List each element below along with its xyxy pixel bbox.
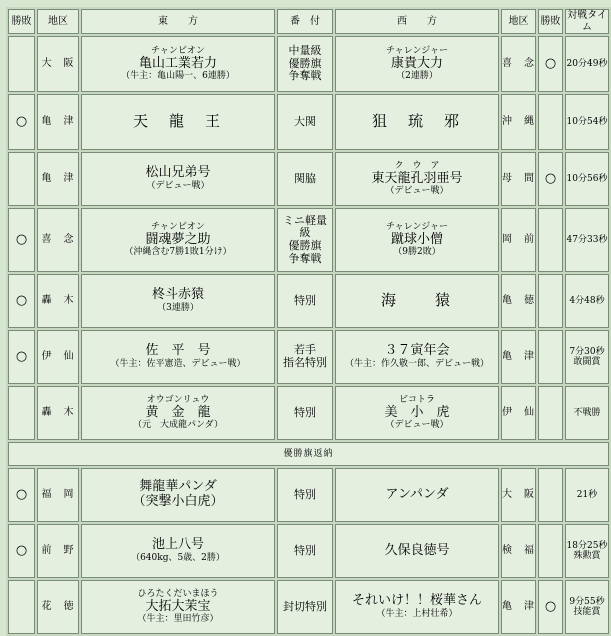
east-note: （元 大成龍パンダ）: [133, 420, 223, 431]
west-result: [538, 208, 563, 272]
west-wrestler: [335, 152, 499, 206]
table-row: [8, 152, 609, 206]
east-note: （3連勝）: [157, 303, 199, 314]
east-result: [8, 386, 35, 440]
east-result: ○: [8, 330, 35, 384]
west-wrestler: [335, 524, 499, 578]
east-area: 轟 木: [37, 386, 79, 440]
bout-rows: [8, 36, 609, 634]
west-result: [538, 468, 563, 522]
bout-time: 10分54秒: [565, 94, 609, 150]
east-note: （牛主：佐平憲造、デビュー戦）: [110, 359, 246, 370]
east-result: [8, 580, 35, 634]
west-wrestler: [335, 386, 499, 440]
east-result: [8, 152, 35, 206]
rank: 特別: [277, 386, 333, 440]
bout-time: 4分48秒: [565, 274, 609, 328]
west-ruby: ク ウ ア: [394, 161, 440, 172]
west-wrestler: [335, 580, 499, 634]
west-note: （9勝2敗）: [393, 247, 441, 258]
east-name: 大拓大茉宝: [145, 598, 211, 614]
east-wrestler: [81, 524, 275, 578]
east-wrestler: [81, 330, 275, 384]
rank: 中量級 優勝旗 争奪戦: [277, 36, 333, 92]
west-name: 久保良徳号: [384, 542, 450, 558]
east-wrestler: [81, 468, 275, 522]
column-header: 地区: [37, 9, 79, 34]
west-name: それいけ！！桜華さん: [351, 593, 482, 609]
east-result: ○: [8, 274, 35, 328]
bout-time: 7分30秒 敢闘賞: [565, 330, 609, 384]
table-row: [8, 442, 609, 466]
east-wrestler: [81, 274, 275, 328]
west-result: [538, 524, 563, 578]
bout-time: 21秒: [565, 468, 609, 522]
section-band-label: 優勝旗返納: [283, 448, 334, 459]
bout-time: 10分56秒: [565, 152, 609, 206]
west-ruby: チャレンジャー: [385, 222, 449, 233]
table-row: [8, 580, 609, 634]
column-header: 番 付: [277, 9, 333, 34]
east-area: 前 野: [37, 524, 79, 578]
column-header: 勝敗: [538, 9, 563, 34]
east-result: ○: [8, 524, 35, 578]
east-note: （沖縄含む7勝1敗1分け）: [124, 247, 232, 258]
west-result: ○: [538, 580, 563, 634]
west-area: 亀 徳: [501, 274, 536, 328]
west-area: 亀 津: [501, 330, 536, 384]
column-header: 地区: [501, 9, 536, 34]
west-ruby: チャレンジャー: [385, 46, 449, 57]
east-note: （640kg、5歳、2勝）: [131, 553, 225, 564]
bout-table: [6, 7, 611, 636]
table-row: [8, 524, 609, 578]
east-ruby: チャンピオン: [151, 222, 205, 233]
table-row: [8, 386, 609, 440]
header-row: [8, 9, 609, 34]
bout-time: 18分25秒 殊勲賞: [565, 524, 609, 578]
east-ruby: オウゴンリュウ: [146, 395, 210, 406]
east-area: 伊 仙: [37, 330, 79, 384]
east-note: （牛主：亀山陽一、6連勝）: [121, 71, 235, 82]
east-name: 舞龍華パンダ （突撃小白虎）: [132, 479, 224, 509]
rank: 特別: [277, 274, 333, 328]
west-note: （デビュー戦）: [385, 420, 449, 431]
east-area: 亀 津: [37, 152, 79, 206]
table-row: [8, 36, 609, 92]
west-wrestler: [335, 468, 499, 522]
west-name: 海 猿: [380, 291, 453, 310]
east-result: [8, 36, 35, 92]
east-wrestler: [81, 152, 275, 206]
west-result: [538, 274, 563, 328]
bout-time: 不戦勝: [565, 386, 609, 440]
west-result: ○: [538, 152, 563, 206]
east-note: （牛主：里田竹彦）: [137, 614, 219, 625]
table-row: [8, 330, 609, 384]
west-name: ３７寅年会: [384, 343, 450, 359]
bout-time: 9分55秒 技能賞: [565, 580, 609, 634]
east-area: 花 徳: [37, 580, 79, 634]
east-area: 轟 木: [37, 274, 79, 328]
east-name: 池上八号: [151, 537, 204, 553]
table-row: [8, 468, 609, 522]
west-wrestler: [335, 94, 499, 150]
east-area: 亀 津: [37, 94, 79, 150]
east-name: 松山兄弟号: [145, 165, 211, 181]
west-note: （牛主：上村壮希）: [376, 609, 458, 620]
west-name: アンパンダ: [385, 486, 449, 502]
table-row: [8, 208, 609, 272]
table-row: [8, 94, 609, 150]
east-area: 大 阪: [37, 36, 79, 92]
west-area: 沖 縄: [501, 94, 536, 150]
west-name: 康貴大力: [390, 55, 443, 71]
east-ruby: チャンピオン: [151, 46, 205, 57]
east-result: ○: [8, 468, 35, 522]
east-wrestler: [81, 208, 275, 272]
west-area: 伊 仙: [501, 386, 536, 440]
west-note: （牛主：作久敬一郎、デビュー戦）: [344, 359, 489, 370]
west-result: ○: [538, 36, 563, 92]
column-header: 東 方: [81, 9, 275, 34]
bout-time: 20分49秒: [565, 36, 609, 92]
west-result: [538, 386, 563, 440]
column-header: 西 方: [335, 9, 499, 34]
west-area: 亀 津: [501, 580, 536, 634]
west-ruby: ビコトラ: [398, 395, 435, 406]
west-area: 母 間: [501, 152, 536, 206]
west-name: 東天龍孔羽亜号: [371, 170, 463, 186]
west-wrestler: [335, 36, 499, 92]
bout-time: 47分33秒: [565, 208, 609, 272]
east-name: 佐 平 号: [145, 343, 211, 359]
east-area: 喜 念: [37, 208, 79, 272]
east-wrestler: [81, 94, 275, 150]
west-name: 美 小 虎: [384, 404, 450, 420]
east-wrestler: [81, 580, 275, 634]
east-wrestler: [81, 386, 275, 440]
east-result: ○: [8, 94, 35, 150]
table-row: [8, 274, 609, 328]
east-name: 亀山工業若力: [138, 55, 217, 71]
east-name: 柊斗赤猿: [151, 287, 204, 303]
rank: 封切特別: [277, 580, 333, 634]
west-area: 岡 前: [501, 208, 536, 272]
column-header: 対戦タイム: [565, 9, 609, 34]
east-name: 闘魂夢之助: [145, 231, 211, 247]
rank: 特別: [277, 524, 333, 578]
east-area: 福 岡: [37, 468, 79, 522]
east-name: 天 龍 王: [132, 112, 223, 131]
rank: 若手 指名特別: [277, 330, 333, 384]
rank: ミニ軽量 級 優勝旗 争奪戦: [277, 208, 333, 272]
west-area: 喜 念: [501, 36, 536, 92]
east-name: 黄 金 龍: [145, 404, 211, 420]
rank: 特別: [277, 468, 333, 522]
west-area: 検 福: [501, 524, 536, 578]
west-name: 蹴球小僧: [390, 231, 443, 247]
west-result: [538, 94, 563, 150]
west-area: 大 阪: [501, 468, 536, 522]
east-wrestler: [81, 36, 275, 92]
west-wrestler: [335, 208, 499, 272]
rank: 大関: [277, 94, 333, 150]
rank: 関脇: [277, 152, 333, 206]
west-wrestler: [335, 330, 499, 384]
section-band: [8, 442, 609, 466]
east-result: ○: [8, 208, 35, 272]
east-note: （デビュー戦）: [146, 181, 210, 192]
west-result: [538, 330, 563, 384]
west-name: 狙 琉 邪: [371, 112, 462, 131]
column-header: 勝敗: [8, 9, 35, 34]
west-note: （2連勝）: [396, 71, 438, 82]
west-wrestler: [335, 274, 499, 328]
east-ruby: ひろたくだいまほう: [137, 589, 219, 600]
west-note: （デビュー戦）: [385, 186, 449, 197]
